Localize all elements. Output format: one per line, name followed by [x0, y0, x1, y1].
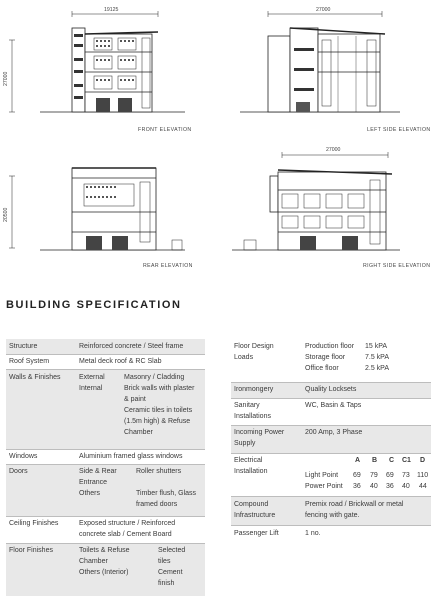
power-point-label: Power Point [305, 483, 343, 490]
row-value: Timber flush, Glass [136, 490, 197, 497]
row-label: Loads [234, 354, 254, 361]
front-elevation-drawing [9, 11, 185, 112]
row-label: Walls & Finishes [9, 374, 61, 381]
power-point-value: 40 [402, 483, 410, 490]
spec-table-left [6, 339, 205, 599]
row-value: 1 no. [305, 530, 321, 537]
row-value: fencing with gate. [305, 512, 360, 519]
electrical-header: D [420, 457, 426, 464]
row-sublabel: Internal [79, 385, 103, 392]
row-label: Incoming Power [234, 429, 285, 436]
rear-elevation-drawing [9, 168, 185, 250]
electrical-header: C [389, 457, 395, 464]
light-point-label: Light Point [305, 472, 339, 479]
row-sublabel: Side & Rear [79, 468, 117, 475]
row-value: Reinforced concrete / Steel frame [79, 343, 184, 350]
row-value: Quality Locksets [305, 386, 357, 393]
row-label: Ironmongery [234, 386, 274, 393]
load-value: 15 kPA [365, 343, 388, 350]
row-label: Floor Finishes [9, 547, 53, 554]
row-value: Ceramic tiles in toilets [124, 407, 193, 414]
spec-table-right [231, 339, 431, 551]
row-value: Premix road / Brickwall or metal [305, 501, 404, 508]
row-sublabel: Others [79, 490, 101, 497]
row-value: Selected [158, 547, 186, 554]
power-point-value: 40 [370, 483, 378, 490]
row-value: Exposed structure / Reinforced [79, 520, 176, 527]
spec-row-ironmongery [231, 383, 431, 398]
row-label: Ceiling Finishes [9, 520, 59, 527]
row-sublabel: Entrance [79, 479, 108, 486]
spec-row-roof [6, 355, 205, 369]
front-height-dimension: 27000 [3, 71, 9, 86]
spec-row-lift [231, 526, 431, 541]
front-elevation-caption: FRONT ELEVATION [138, 127, 192, 133]
row-label: Supply [234, 440, 256, 447]
right-width-dimension: 27000 [326, 147, 341, 153]
power-point-value: 36 [353, 483, 361, 490]
row-label: Passenger Lift [234, 530, 279, 537]
spec-row-floor-finishes [6, 544, 205, 596]
row-sublabel: Toilets & Refuse [79, 547, 130, 554]
spec-row-floor-loads [231, 339, 431, 379]
spec-row-walls [6, 370, 205, 449]
left-elevation-caption: LEFT SIDE ELEVATION [367, 127, 431, 133]
left-elevation-drawing [240, 11, 400, 112]
row-value: Chamber [124, 429, 153, 436]
row-value: Metal deck roof & RC Slab [79, 358, 162, 365]
spec-row-doors [6, 465, 205, 516]
row-label: Windows [9, 453, 38, 460]
spec-row-compound [231, 497, 431, 525]
row-sublabel: External [79, 374, 105, 381]
row-value: Aluminium framed glass windows [79, 453, 183, 460]
row-label: Structure [9, 343, 38, 350]
load-type: Office floor [305, 365, 339, 372]
row-value: tiles [158, 558, 171, 565]
row-label: Compound [234, 501, 269, 508]
spec-row-ceiling [6, 517, 205, 543]
elevation-drawings [0, 0, 439, 285]
spec-row-structure [6, 339, 205, 354]
row-value: framed doors [136, 501, 178, 508]
row-sublabel: Chamber [79, 558, 108, 565]
row-value: Masonry / Cladding [124, 374, 185, 381]
row-label: Installation [234, 468, 268, 475]
row-value: Brick walls with plaster [124, 385, 195, 392]
spec-row-windows [6, 450, 205, 464]
row-label: Floor Design [234, 343, 274, 350]
row-value: (1.5m high) & Refuse [124, 418, 191, 425]
rear-height-dimension: 20500 [3, 207, 9, 222]
row-value: 200 Amp, 3 Phase [305, 429, 363, 436]
row-value: & paint [124, 396, 146, 403]
light-point-value: 79 [370, 472, 378, 479]
row-label: Doors [9, 468, 28, 475]
row-value: finish [158, 580, 175, 587]
spec-title: BUILDING SPECIFICATION [6, 299, 182, 311]
row-value: Cement [158, 569, 183, 576]
row-label: Roof System [9, 358, 50, 365]
load-type: Production floor [305, 343, 355, 350]
row-label: Electrical [234, 457, 263, 464]
row-label: Infrastructure [234, 512, 276, 519]
light-point-value: 69 [353, 472, 361, 479]
load-type: Storage floor [305, 354, 346, 361]
load-value: 2.5 kPA [365, 365, 389, 372]
row-label: Sanitary [234, 402, 260, 409]
row-value: Roller shutters [136, 468, 182, 475]
electrical-header: C1 [402, 457, 411, 464]
light-point-value: 110 [417, 472, 429, 479]
electrical-header: B [372, 457, 378, 464]
spec-row-electrical [231, 454, 431, 494]
spec-row-sanitary [231, 399, 431, 425]
light-point-value: 73 [402, 472, 410, 479]
light-point-value: 69 [386, 472, 394, 479]
front-width-dimension: 19125 [104, 7, 119, 13]
load-value: 7.5 kPA [365, 354, 389, 361]
right-elevation-drawing [232, 152, 400, 250]
row-label: Installations [234, 413, 271, 420]
row-sublabel: Others (Interior) [79, 569, 129, 576]
spec-row-power-supply [231, 426, 431, 453]
rear-elevation-caption: REAR ELEVATION [143, 263, 193, 269]
row-value: concrete slab / Cement Board [79, 531, 172, 538]
electrical-header: A [355, 457, 361, 464]
power-point-value: 36 [386, 483, 394, 490]
power-point-value: 44 [419, 483, 427, 490]
right-elevation-caption: RIGHT SIDE ELEVATION [363, 263, 431, 269]
row-value: WC, Basin & Taps [305, 402, 362, 409]
left-width-dimension: 27000 [316, 7, 331, 13]
